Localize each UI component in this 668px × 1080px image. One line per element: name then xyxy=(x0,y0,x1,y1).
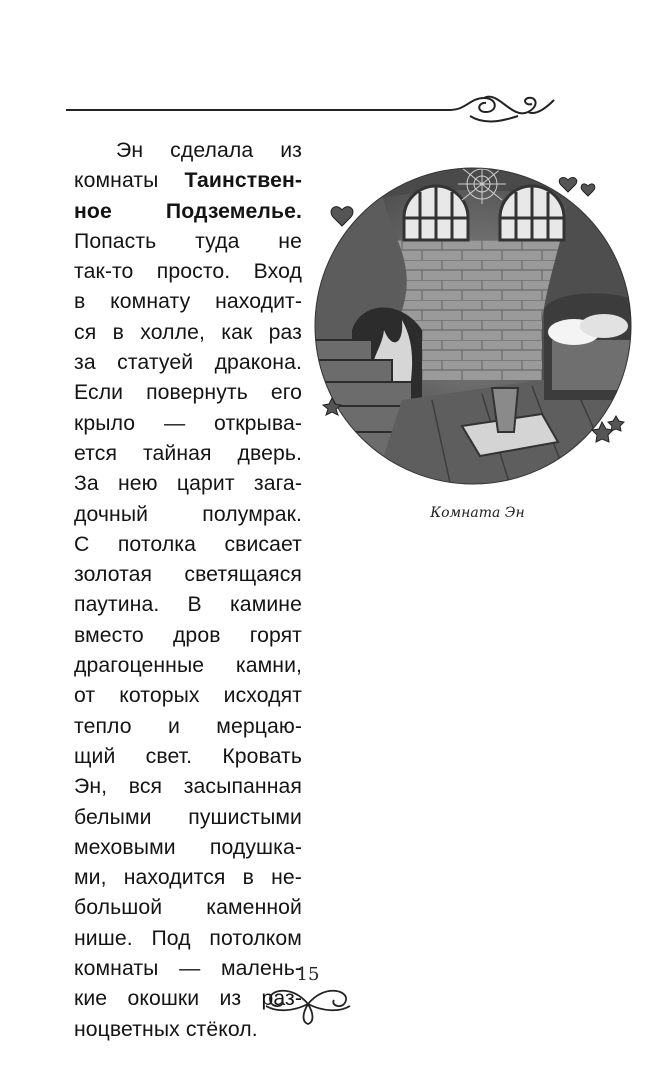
word: ми, xyxy=(74,866,107,890)
text-line xyxy=(74,863,302,893)
text-line xyxy=(74,469,302,499)
word: ноцветных xyxy=(74,1017,180,1041)
text-line xyxy=(74,136,302,166)
text-line xyxy=(74,772,302,802)
word: открыва- xyxy=(214,411,302,435)
word: Подземелье. xyxy=(165,199,302,223)
word: пушистыми xyxy=(188,805,302,829)
word: комнаты xyxy=(74,169,159,193)
text-line xyxy=(74,893,302,923)
word: царит xyxy=(176,472,235,496)
word: горят xyxy=(249,623,302,647)
word: С xyxy=(74,532,90,556)
word: так-то xyxy=(74,260,134,284)
word: в xyxy=(242,866,254,890)
word: дочный xyxy=(74,502,149,526)
word: комнаты xyxy=(74,957,159,981)
word: окошки xyxy=(127,987,200,1011)
page-number: 15 xyxy=(296,964,320,985)
arched-window-left xyxy=(404,186,468,240)
word: в xyxy=(74,290,86,314)
page-number-ornament xyxy=(262,960,354,1028)
word: в xyxy=(112,320,124,344)
word: раз- xyxy=(261,987,302,1011)
word: щий xyxy=(74,744,116,768)
heart-icon xyxy=(559,178,576,192)
word: Эн xyxy=(116,139,144,162)
word: камине xyxy=(229,593,302,617)
word: Если xyxy=(74,381,124,405)
text-line xyxy=(74,560,302,590)
word: засыпанная xyxy=(183,775,302,799)
text-line xyxy=(74,409,302,439)
word: малень- xyxy=(221,957,302,981)
word: — xyxy=(179,957,201,981)
text-line xyxy=(74,318,302,348)
arched-window-right xyxy=(500,186,564,240)
word: просто. xyxy=(156,260,231,284)
word: находится xyxy=(123,866,226,890)
word: от xyxy=(74,684,96,708)
word: потолка xyxy=(117,532,196,556)
text-line xyxy=(74,378,302,408)
word: не- xyxy=(271,866,302,890)
word: тайная xyxy=(142,441,212,465)
text-line xyxy=(74,590,302,620)
word: дверь. xyxy=(237,441,302,465)
word: вместо xyxy=(74,623,144,647)
word: его xyxy=(270,381,302,405)
word: свисает xyxy=(224,532,302,556)
word: дров xyxy=(172,623,221,647)
word: комнату xyxy=(110,290,191,314)
word: драгоценные xyxy=(74,654,205,678)
word: холле, xyxy=(140,320,205,344)
word: из xyxy=(280,139,302,162)
word: статуей xyxy=(117,351,194,375)
text-line xyxy=(74,257,302,287)
word: каменной xyxy=(206,896,302,920)
word: Таинствен- xyxy=(184,169,302,193)
word: тепло xyxy=(74,714,132,738)
text-line xyxy=(74,287,302,317)
word: камни, xyxy=(235,654,302,678)
word: меховыми xyxy=(74,835,176,859)
word: стёкол. xyxy=(185,1017,258,1041)
word: Под xyxy=(151,926,191,950)
text-line xyxy=(74,439,302,469)
word: ся xyxy=(74,320,97,344)
word: дракона. xyxy=(214,351,302,375)
word: нише. xyxy=(74,926,133,950)
word: как xyxy=(221,320,253,344)
word: ное xyxy=(74,199,112,223)
word: большой xyxy=(74,896,163,920)
word: сделала xyxy=(170,139,254,162)
word: золотая xyxy=(74,563,153,587)
word: крыло xyxy=(74,411,136,435)
word: белыми xyxy=(74,805,152,829)
word: зага- xyxy=(253,472,302,496)
text-line xyxy=(74,681,302,711)
text-line xyxy=(74,833,302,863)
text-line xyxy=(74,197,302,227)
text-line xyxy=(74,803,302,833)
header-flourish-rule xyxy=(66,90,560,130)
word: светящаяся xyxy=(184,563,302,587)
word: которых xyxy=(119,684,200,708)
word: кие xyxy=(74,987,108,1011)
word: Кровать xyxy=(222,744,302,768)
word: и xyxy=(167,714,180,738)
text-line xyxy=(74,621,302,651)
illustration-caption: Комната Эн xyxy=(430,505,525,521)
word: повернуть xyxy=(146,381,248,405)
text-line xyxy=(74,742,302,772)
body-text xyxy=(74,136,302,1045)
word: ется xyxy=(74,441,118,465)
word: Вход xyxy=(253,260,302,284)
room-illustration xyxy=(312,160,634,492)
word: Эн, xyxy=(74,775,108,799)
heart-icon xyxy=(331,207,353,226)
word: из xyxy=(219,987,242,1011)
text-line xyxy=(74,712,302,742)
word: — xyxy=(163,411,186,435)
word: вся xyxy=(128,775,163,799)
word: не xyxy=(278,229,302,253)
word: Попасть xyxy=(74,229,157,253)
word: За xyxy=(74,472,99,496)
text-line xyxy=(74,227,302,257)
text-line xyxy=(74,924,302,954)
word: потолком xyxy=(209,926,302,950)
word: за xyxy=(74,351,96,375)
word: исходят xyxy=(223,684,302,708)
word: раз xyxy=(268,320,302,344)
heart-icon xyxy=(581,184,595,196)
text-line xyxy=(74,530,302,560)
word: паутина. xyxy=(74,593,160,617)
star-icon xyxy=(608,416,624,431)
word: находит- xyxy=(215,290,302,314)
word: полумрак. xyxy=(202,502,302,526)
text-line xyxy=(74,348,302,378)
text-line xyxy=(74,166,302,196)
text-line xyxy=(74,500,302,530)
word: подушка- xyxy=(209,835,302,859)
word: свет. xyxy=(145,744,193,768)
word: В xyxy=(187,593,202,617)
word: туда xyxy=(195,229,240,253)
text-line xyxy=(74,651,302,681)
word: мерцаю- xyxy=(216,714,302,738)
word: нею xyxy=(118,472,158,496)
